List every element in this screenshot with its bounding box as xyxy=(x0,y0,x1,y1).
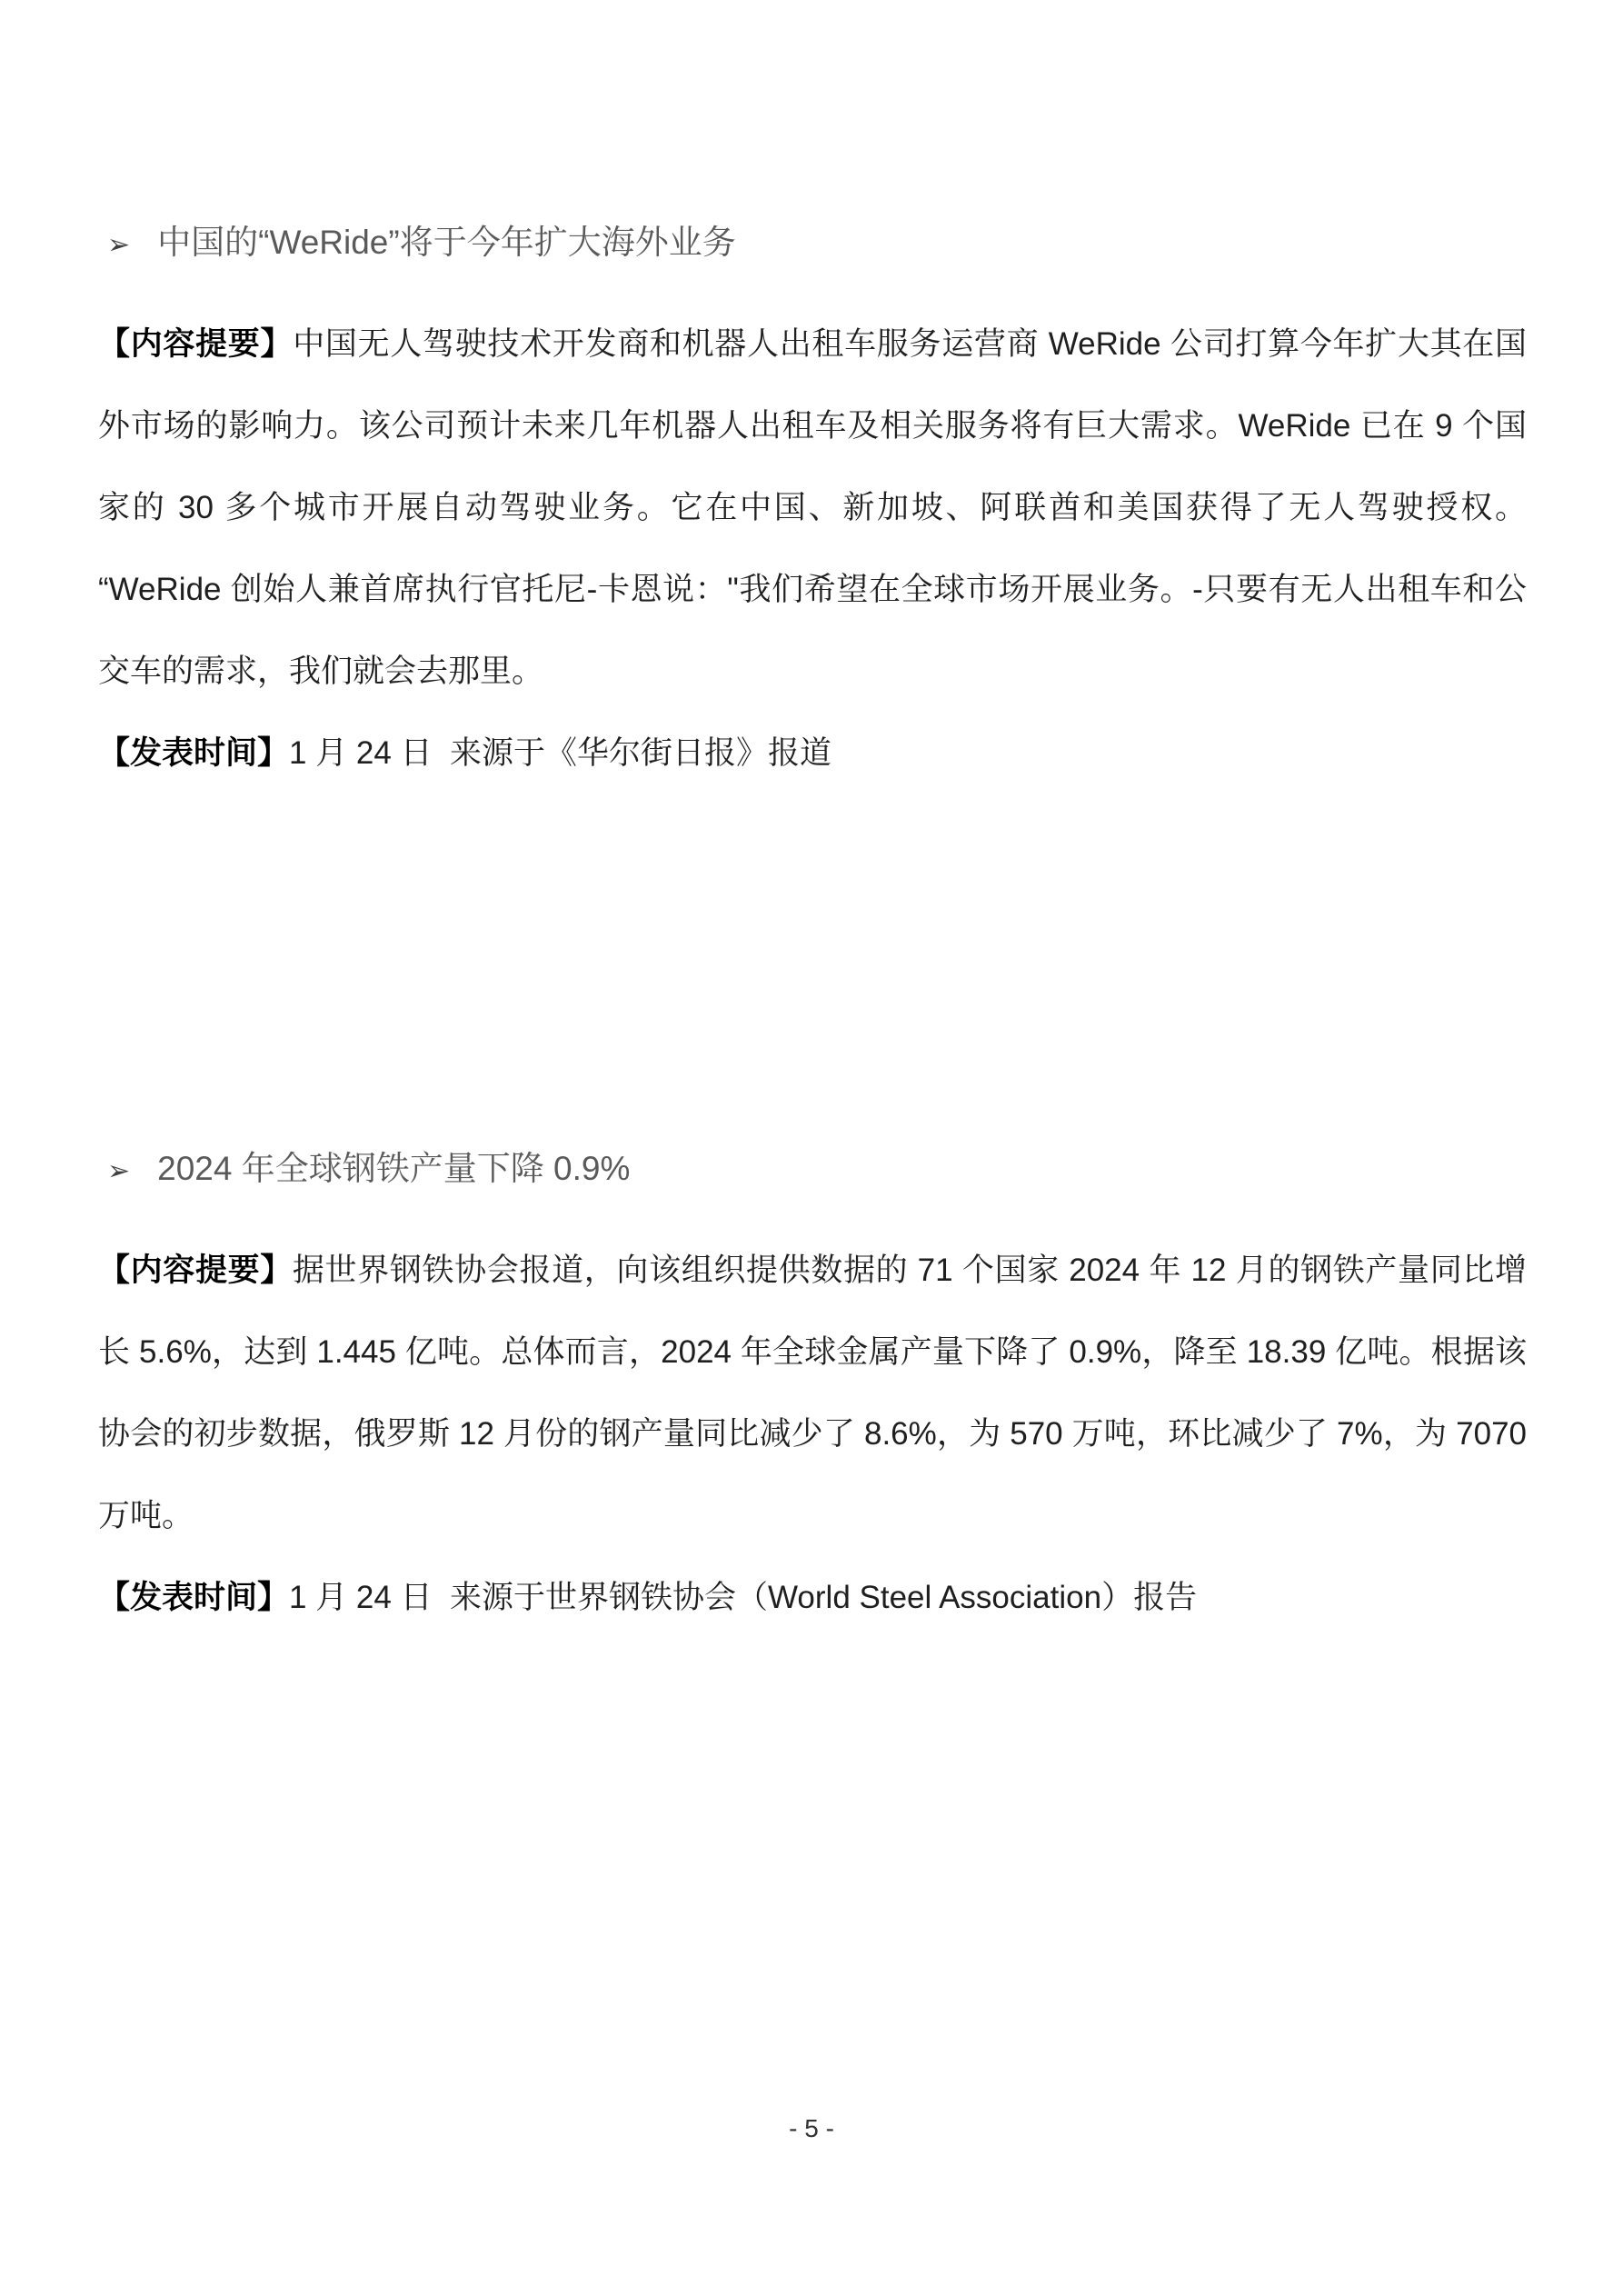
summary-label: 【内容提要】 xyxy=(98,326,294,362)
summary-paragraph xyxy=(98,304,1527,713)
publish-date-label: 【发表时间】 xyxy=(98,735,290,771)
news-section-steel xyxy=(98,1147,1527,1639)
section-title-text: 2024 年全球钢铁产量下降 0.9% xyxy=(157,1150,631,1187)
summary-text: 中国无人驾驶技术开发商和机器人出租车服务运营商 WeRide 公司打算今年扩大其在国外市场的影响力。该公司预计未来几年机器人出租车及相关服务将有巨大需求。WeRide 已在 9 个国家的 30 多个城市开展自动驾驶业务。它在中国、新加坡、阿联酋和美国获得了无人驾驶授权。“WeRide 创始人兼首席执行官托尼-卡恩说："我们希望在全球市场开展业务。-只要有无人出租车和公交车的需求，我们就会去那里。 xyxy=(98,326,1527,689)
section-title xyxy=(107,221,1527,267)
publish-date-line xyxy=(98,1557,1527,1639)
section-title-text: 中国的“WeRide”将于今年扩大海外业务 xyxy=(157,224,736,261)
summary-label: 【内容提要】 xyxy=(98,1253,293,1288)
publish-date-label: 【发表时间】 xyxy=(98,1580,290,1615)
arrowhead-bullet-icon: ➢ xyxy=(107,1156,131,1186)
news-section-weride xyxy=(98,221,1527,794)
summary-text: 据世界钢铁协会报道，向该组织提供数据的 71 个国家 2024 年 12 月的钢铁产量同比增长 5.6%，达到 1.445 亿吨。总体而言，2024 年全球金属产量下降了 0.9%，降至 18.39 亿吨。根据该协会的初步数据，俄罗斯 12 月份的钢产量同比减少了 8.6%，为 570 万吨，环比减少了 7%，为 7070 万吨。 xyxy=(98,1253,1527,1533)
publish-date-text: 1 月 24 日 来源于世界钢铁协会（World Steel Association）报告 xyxy=(289,1580,1198,1615)
publish-date-text: 1 月 24 日 来源于《华尔街日报》报道 xyxy=(289,735,832,771)
section-title xyxy=(107,1147,1527,1193)
summary-paragraph xyxy=(98,1230,1527,1557)
publish-date-line xyxy=(98,713,1527,794)
page-number: - 5 - xyxy=(789,2114,834,2142)
arrowhead-bullet-icon: ➢ xyxy=(107,230,131,260)
